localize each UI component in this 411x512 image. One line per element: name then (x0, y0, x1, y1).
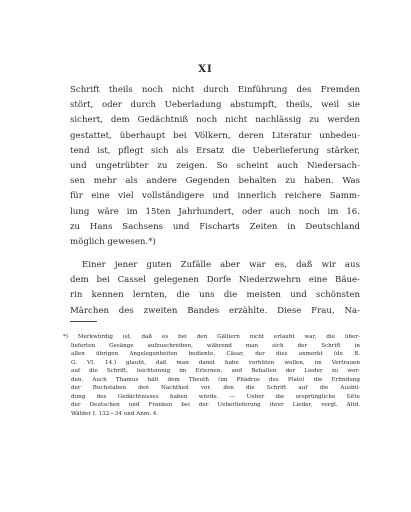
text-line: dem bei Cassel gelegenen Dorfe Niederzwehrn eine Bäue- (70, 275, 360, 286)
text-line: Märchen des zweiten Bandes erzählte. Diese Frau, Na- (70, 305, 360, 316)
footnote-line: auf die Schrift, leichtsinnig im Erlernen, und Behalten der Lieder zu wer- (71, 368, 360, 374)
footnote-divider (70, 321, 97, 322)
text-line: sen mehr als andere Gegenden behalten zu haben. Was (70, 176, 360, 187)
text-line: tend ist, pflegt sich als Ersatz die Ueberlieferung stärker, (70, 145, 360, 156)
footnote-line: G. VI. 14.) glaubt, daß man damit habe verhüten wollen, im Vertrauen (71, 359, 360, 366)
footnote-line: der Deutschen und Franken bei der Ueberlieferung ihrer Lieder, vergl. Altd. (71, 402, 360, 408)
text-line: Einer jener guten Zufälle aber war es, daß wir aus (82, 260, 360, 271)
footnote-line: den. Auch Thamus hält dem Theuth (im Phädrus des Plato) die Erfindung (71, 376, 360, 383)
footnote-line: *) Merkwürdig ist, daß es bei den Gälliern nicht erlaubt war, die über- (63, 334, 360, 340)
text-line: rin kennen lernten, die uns die meisten und schönsten (70, 290, 360, 301)
main-text (70, 83, 360, 319)
footnote-line: allen übrigen Angelegenheiten bediente. Cäsar, der dies anmerkt (de B. (71, 351, 360, 357)
paragraph-1 (70, 83, 360, 250)
text-line: gestattet, überhaupt bei Völkern, deren Literatur unbedeu- (70, 130, 360, 141)
text-line: lung wäre im 15ten Jahrhundert, oder auch noch im 16. (70, 206, 360, 217)
text-line: sichert, dem Gedächtniß noch nicht nachlässig zu werden (70, 115, 360, 126)
text-line: zu Hans Sachsens und Fischarts Zeiten in Deutschland (70, 221, 360, 232)
footnote-line: Wälder I. 132—34 und Anm. 4. (71, 410, 159, 417)
footnote-line: dung des Gedächtnisses haben würde. — Ueber die ursprüngliche Sitte (71, 393, 360, 400)
footnote (63, 333, 360, 418)
text-line: und ungetrübter zu zeigen. So scheint auch Niedersach- (70, 160, 360, 171)
footnote-line: der Buchstaben den Nachtheil vor, den die Schrift auf die Ausbil- (71, 385, 360, 391)
page-number: XI (198, 64, 213, 75)
paragraph-2 (70, 258, 360, 319)
footnote-line: lieferten Gesänge aufzuschreiben, während man sich der Schrift in (71, 342, 360, 349)
text-line: Schrift theils noch nicht durch Einführung des Fremden (70, 85, 360, 95)
text-line: möglich gewesen.*) (70, 236, 156, 247)
text-line: für eine viel vollständigere und innerlich reichere Samm- (70, 191, 360, 202)
text-line: stört, oder durch Ueberladung abstumpft, theils, weil sie (70, 100, 360, 111)
